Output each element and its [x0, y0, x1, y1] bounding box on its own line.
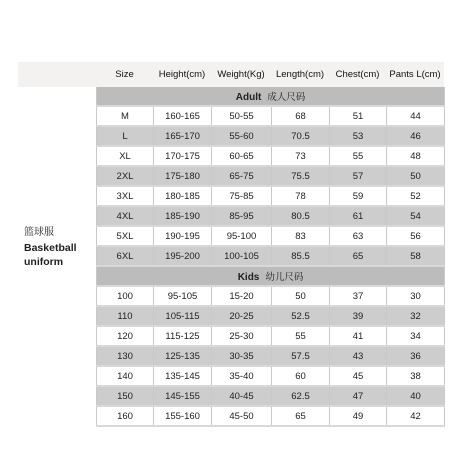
- table-cell: 6XL: [97, 246, 154, 266]
- table-cell: 15-20: [212, 286, 272, 306]
- table-cell: 165-170: [154, 126, 212, 146]
- table-row: [97, 286, 445, 306]
- product-label-en-2: uniform: [24, 256, 64, 268]
- table-row: [97, 106, 445, 126]
- table-cell: 35-40: [212, 366, 272, 386]
- table-cell: 52.5: [272, 306, 330, 326]
- table-cell: 52: [387, 186, 445, 206]
- column-header: Pants L(cm): [389, 69, 441, 80]
- table-cell: 32: [387, 306, 445, 326]
- table-cell: 43: [330, 346, 387, 366]
- table-cell: 63: [330, 226, 387, 246]
- group-header-row: [97, 87, 445, 106]
- table-cell: 58: [387, 246, 445, 266]
- table-cell: L: [97, 126, 154, 146]
- table-cell: 85.5: [272, 246, 330, 266]
- table-cell: 61: [330, 206, 387, 226]
- table-cell: 65-75: [212, 166, 272, 186]
- table-cell: 68: [272, 106, 330, 126]
- table-cell: 57: [330, 166, 387, 186]
- table-cell: 140: [97, 366, 154, 386]
- table-cell: 110: [97, 306, 154, 326]
- table-cell: 37: [330, 286, 387, 306]
- table-cell: 55-60: [212, 126, 272, 146]
- group-label-cn: 成人尺码: [267, 92, 306, 103]
- table-row: [97, 326, 445, 346]
- table-row: [97, 206, 445, 226]
- table-cell: 20-25: [212, 306, 272, 326]
- group-header: [97, 266, 445, 286]
- table-cell: 49: [330, 406, 387, 426]
- column-header: Height(cm): [158, 69, 206, 80]
- product-label-cn: 篮球服: [24, 227, 54, 238]
- table-cell: 75-85: [212, 186, 272, 206]
- table-cell: 75.5: [272, 166, 330, 186]
- table-cell: 36: [387, 346, 445, 366]
- table-cell: 47: [330, 386, 387, 406]
- table-cell: 83: [272, 226, 330, 246]
- table-cell: 45-50: [212, 406, 272, 426]
- table-row: [97, 346, 445, 366]
- table-cell: 155-160: [154, 406, 212, 426]
- table-cell: XL: [97, 146, 154, 166]
- table-cell: 95-105: [154, 286, 212, 306]
- table-cell: 53: [330, 126, 387, 146]
- table-cell: 46: [387, 126, 445, 146]
- table-cell: 25-30: [212, 326, 272, 346]
- table-cell: 57.5: [272, 346, 330, 366]
- table-cell: 39: [330, 306, 387, 326]
- table-cell: 160: [97, 406, 154, 426]
- table-cell: 30: [387, 286, 445, 306]
- group-label: Adult: [235, 92, 262, 103]
- table-cell: 95-100: [212, 226, 272, 246]
- group-label-cn: 幼儿尺码: [265, 272, 304, 283]
- table-cell: 185-190: [154, 206, 212, 226]
- table-cell: 115-125: [154, 326, 212, 346]
- table-cell: 45: [330, 366, 387, 386]
- table-cell: 38: [387, 366, 445, 386]
- table-cell: 130: [97, 346, 154, 366]
- table-cell: 135-145: [154, 366, 212, 386]
- table-cell: 65: [330, 246, 387, 266]
- table-cell: 145-155: [154, 386, 212, 406]
- table-row: [97, 386, 445, 406]
- table-cell: 160-165: [154, 106, 212, 126]
- table-row: [97, 126, 445, 146]
- table-cell: 41: [330, 326, 387, 346]
- table-cell: 170-175: [154, 146, 212, 166]
- table-cell: 50: [387, 166, 445, 186]
- table-cell: 34: [387, 326, 445, 346]
- table-cell: 180-185: [154, 186, 212, 206]
- table-cell: 42: [387, 406, 445, 426]
- table-row: [97, 226, 445, 246]
- table-cell: 30-35: [212, 346, 272, 366]
- table-row: [97, 186, 445, 206]
- table-cell: 100: [97, 286, 154, 306]
- table-cell: M: [97, 106, 154, 126]
- table-cell: 4XL: [97, 206, 154, 226]
- table-cell: 40: [387, 386, 445, 406]
- table-cell: 40-45: [212, 386, 272, 406]
- table-cell: 78: [272, 186, 330, 206]
- table-row: [97, 246, 445, 266]
- table-row: [97, 146, 445, 166]
- column-header: Weight(Kg): [217, 69, 265, 80]
- table-cell: 73: [272, 146, 330, 166]
- table-cell: 54: [387, 206, 445, 226]
- group-label: Kids: [237, 272, 260, 283]
- table-cell: 3XL: [97, 186, 154, 206]
- table-row: [97, 406, 445, 426]
- table-row: [97, 306, 445, 326]
- table-cell: 195-200: [154, 246, 212, 266]
- table-cell: 65: [272, 406, 330, 426]
- table-cell: 190-195: [154, 226, 212, 246]
- table-cell: 105-115: [154, 306, 212, 326]
- table-cell: 125-135: [154, 346, 212, 366]
- table-cell: 5XL: [97, 226, 154, 246]
- table-cell: 55: [330, 146, 387, 166]
- table-cell: 80.5: [272, 206, 330, 226]
- group-header: [97, 87, 445, 106]
- product-label: [24, 226, 77, 269]
- table-cell: 44: [387, 106, 445, 126]
- table-cell: 56: [387, 226, 445, 246]
- table-cell: 175-180: [154, 166, 212, 186]
- table-cell: 60: [272, 366, 330, 386]
- table-cell: 59: [330, 186, 387, 206]
- table-cell: 100-105: [212, 246, 272, 266]
- table-cell: 62.5: [272, 386, 330, 406]
- table-cell: 150: [97, 386, 154, 406]
- table-cell: 55: [272, 326, 330, 346]
- group-header-row: [97, 266, 445, 286]
- table-cell: 48: [387, 146, 445, 166]
- table-cell: 120: [97, 326, 154, 346]
- column-header: Length(cm): [275, 69, 325, 80]
- table-cell: 2XL: [97, 166, 154, 186]
- product-label-en-1: Basketball: [24, 242, 77, 254]
- size-table: [96, 87, 445, 427]
- table-row: [97, 166, 445, 186]
- table-cell: 60-65: [212, 146, 272, 166]
- table-row: [97, 366, 445, 386]
- table-cell: 50-55: [212, 106, 272, 126]
- table-cell: 70.5: [272, 126, 330, 146]
- table-cell: 50: [272, 286, 330, 306]
- column-header: Chest(cm): [335, 69, 380, 80]
- table-cell: 85-95: [212, 206, 272, 226]
- table-cell: 51: [330, 106, 387, 126]
- column-header: Size: [115, 69, 134, 80]
